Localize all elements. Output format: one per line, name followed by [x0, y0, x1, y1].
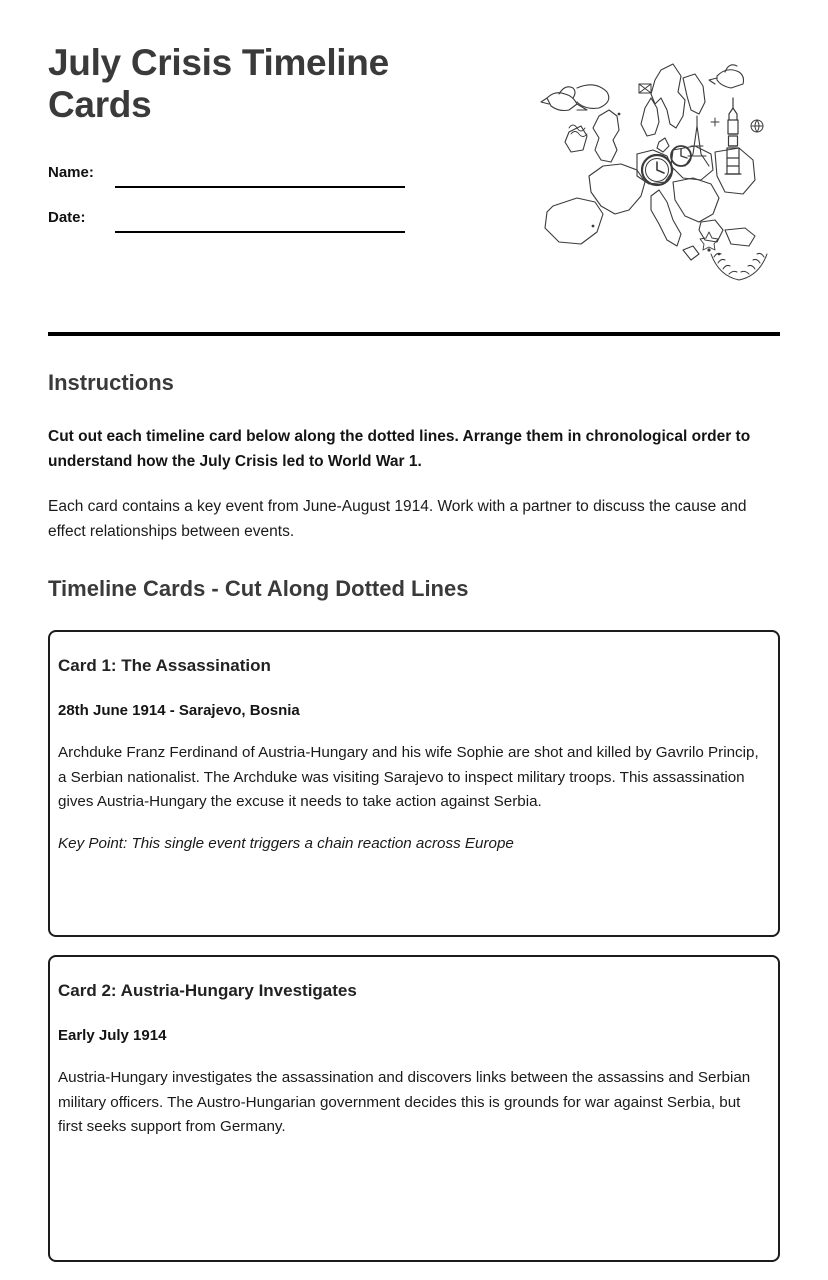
instructions-bold-text: Cut out each timeline card below along the dotted lines. Arrange them in chronological order to understand how the July Crisis led to World War 1. — [48, 428, 751, 470]
worksheet-body — [48, 368, 780, 1280]
name-field-line[interactable] — [115, 186, 405, 188]
card-key-point: Key Point: This single event triggers a chain reaction across Europe — [58, 834, 514, 852]
page-title: July Crisis Timeline Cards — [48, 42, 389, 125]
card-date: 28th June 1914 - Sarajevo, Bosnia — [58, 702, 300, 719]
date-field-row — [48, 199, 428, 244]
instructions-normal-text: Each card contains a key event from June-August 1914. Work with a partner to discuss the cause and effect relationships between events. — [48, 498, 747, 540]
date-field-line[interactable] — [115, 231, 405, 233]
europe-map-illustration — [533, 54, 783, 284]
timeline-card — [48, 630, 780, 937]
student-fields — [48, 154, 428, 244]
page-header — [48, 42, 780, 292]
date-field-label: Date: — [48, 209, 86, 226]
card-date: Early July 1914 — [58, 1027, 167, 1044]
name-field-label: Name: — [48, 164, 94, 181]
name-field-row — [48, 154, 428, 199]
card-body-text: Archduke Franz Ferdinand of Austria-Hungary and his wife Sophie are shot and killed by Gavrilo Princip, a Serbian nationalist. The Archduke was visiting Sarajevo to inspect military troops. This assassination gives Austria-Hungary the excuse it needs to take action against Serbia. — [58, 744, 759, 810]
timeline-cards-list — [48, 630, 780, 1262]
header-divider — [48, 332, 780, 336]
card-title: Card 1: The Assassination — [58, 656, 271, 675]
card-title: Card 2: Austria-Hungary Investigates — [58, 981, 357, 1000]
timeline-cards-heading: Timeline Cards - Cut Along Dotted Lines — [48, 576, 469, 601]
card-body-text: Austria-Hungary investigates the assassination and discovers links between the assassins and Serbian military officers. The Austro-Hungarian government decides this is grounds for war against Serbia, but first seeks support from Germany. — [58, 1069, 751, 1135]
timeline-card — [48, 955, 780, 1262]
instructions-heading: Instructions — [48, 370, 174, 395]
